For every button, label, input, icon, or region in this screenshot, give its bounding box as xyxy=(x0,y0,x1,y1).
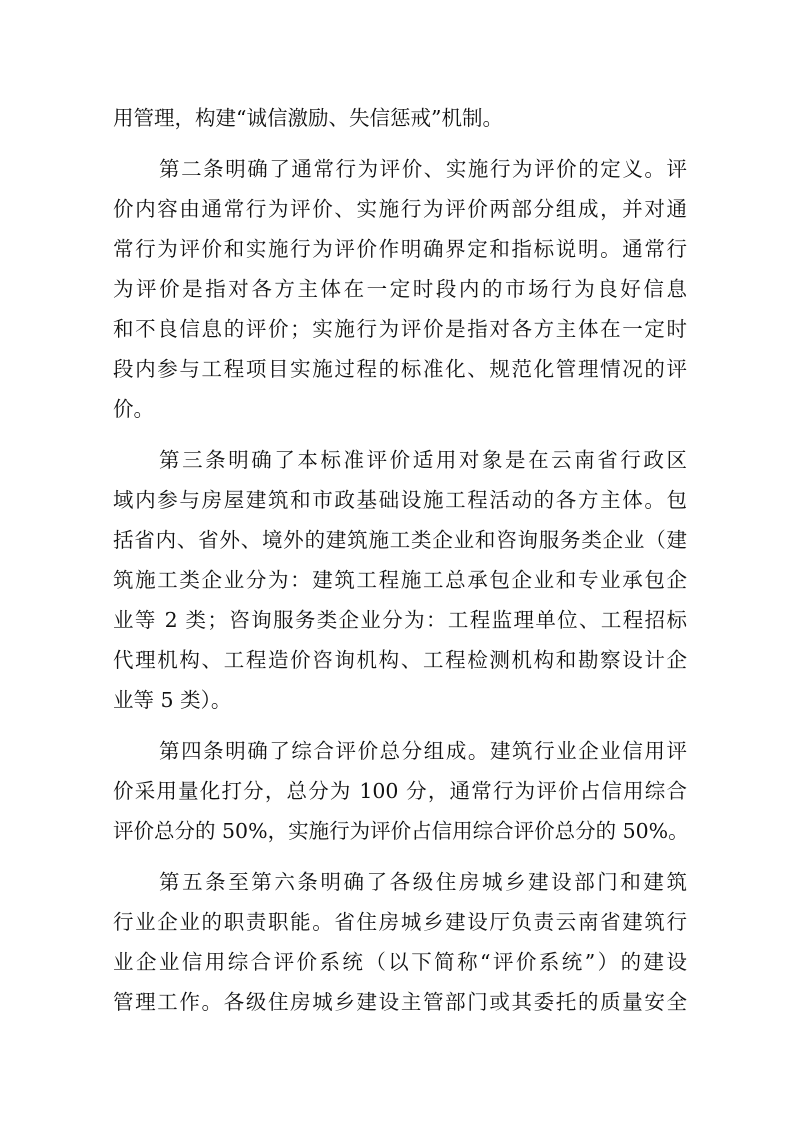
text-line: 常行为评价和实施行为评价作明确界定和指标说明。通常行 xyxy=(113,237,687,261)
paragraph-article-4 xyxy=(113,731,687,851)
text-line: 括省内、省外、境外的建筑施工类企业和咨询服务类企业（建 xyxy=(113,528,687,552)
text-line: 管理工作。各级住房城乡建设主管部门或其委托的质量安全 xyxy=(113,990,687,1014)
text-line: 第二条明确了通常行为评价、实施行为评价的定义。评 xyxy=(159,157,687,181)
text-line: 第三条明确了本标准评价适用对象是在云南省行政区 xyxy=(159,448,687,472)
text-line: 业企业信用综合评价系统（以下简称“评价系统”）的建设 xyxy=(113,950,687,974)
text-line: 价采用量化打分，总分为 100 分，通常行为评价占信用综合 xyxy=(113,779,687,803)
text-line: 域内参与房屋建筑和市政基础设施工程活动的各方主体。包 xyxy=(113,488,687,512)
text-line: 业等 2 类；咨询服务类企业分为：工程监理单位、工程招标 xyxy=(113,608,687,632)
text-line: 为评价是指对各方主体在一定时段内的市场行为良好信息 xyxy=(113,277,687,301)
text-line: 价内容由通常行为评价、实施行为评价两部分组成，并对通 xyxy=(113,197,687,221)
paragraph-article-2 xyxy=(113,149,687,429)
text-line: 第五条至第六条明确了各级住房城乡建设部门和建筑 xyxy=(159,870,687,894)
text-line: 代理机构、工程造价咨询机构、工程检测机构和勘察设计企 xyxy=(113,648,687,672)
text-line: 业等 5 类）。 xyxy=(113,688,232,712)
text-line: 行业企业的职责职能。省住房城乡建设厅负责云南省建筑行 xyxy=(113,910,687,934)
paragraph-article-3 xyxy=(113,440,687,720)
text-line: 段内参与工程项目实施过程的标准化、规范化管理情况的评 xyxy=(113,357,687,381)
text-line: 评价总分的 50%，实施行为评价占信用综合评价总分的 50%。 xyxy=(113,819,689,843)
text-line: 第四条明确了综合评价总分组成。建筑行业企业信用评 xyxy=(159,739,687,763)
text-line: 价。 xyxy=(113,397,154,421)
text-line: 用管理，构建“诚信激励、失信惩戒”机制。 xyxy=(113,106,503,130)
paragraph-article-5-6 xyxy=(113,862,687,1022)
paragraph-intro-fragment xyxy=(113,98,687,138)
text-line: 筑施工类企业分为：建筑工程施工总承包企业和专业承包企 xyxy=(113,568,687,592)
text-line: 和不良信息的评价；实施行为评价是指对各方主体在一定时 xyxy=(113,317,687,341)
document-body xyxy=(113,98,687,1022)
